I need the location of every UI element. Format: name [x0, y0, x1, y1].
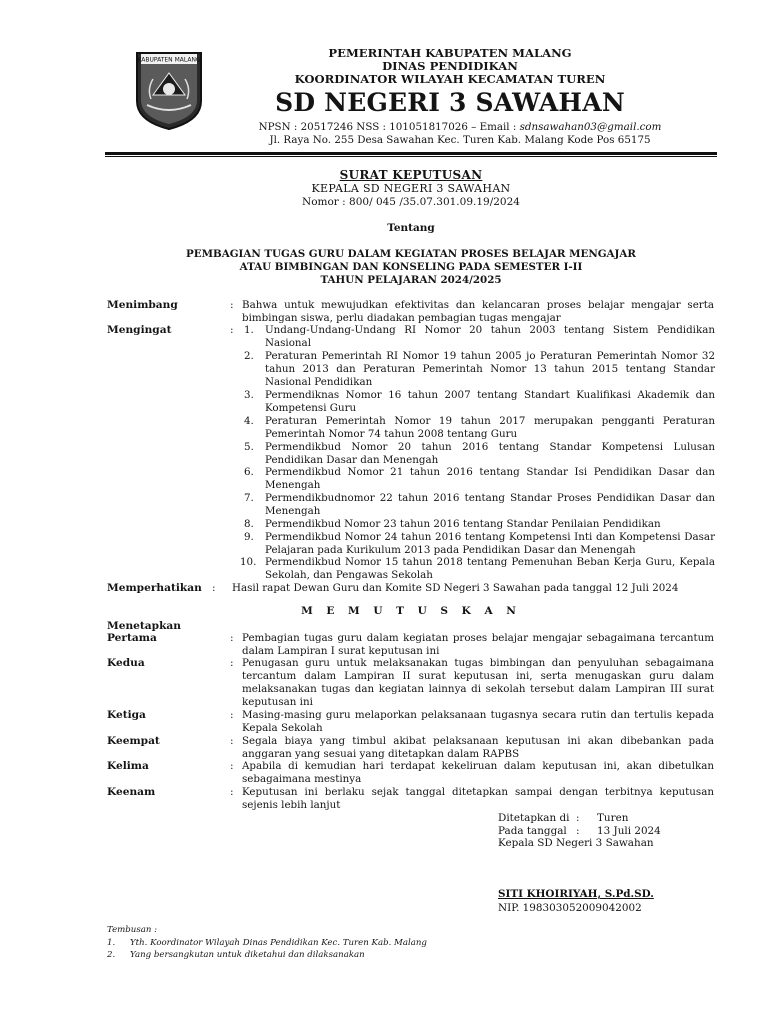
list-number: 7. [244, 492, 254, 504]
list-number: 2. [244, 350, 254, 362]
date-value: 13 Juli 2024 [597, 825, 661, 837]
list-number: 5. [244, 441, 254, 453]
signer-position: Kepala SD Negeri 3 Sawahan [498, 837, 654, 849]
decision-text: Penugasan guru untuk melaksanakan tugas bimbingan dan penyuluhan sebagaimana tercantum dalam Lampiran II surat keputusan ini, serta menugaskan guru dalam melaksanakan tugas dan kegiatan lainnya di sekolah tersebut dalam Lampiran III surat keputusan ini [242, 657, 714, 708]
decision-text: Keputusan ini berlaku sejak tanggal ditetapkan sampai dengan terbitnya keputusan sejenis lebih lanjut [242, 786, 714, 811]
place-label: Ditetapkan di [498, 812, 570, 824]
decision-label: Keenam [107, 786, 156, 798]
subject-line-2: ATAU BIMBINGAN DAN KONSELING PADA SEMESTER I-II [239, 261, 583, 273]
header-rule-thin [105, 156, 717, 157]
list-item: Peraturan Pemerintah Nomor 19 tahun 2017 merupakan pengganti Peraturan Pemerintah Nomor 74 tahun 2008 tentang Guru [265, 415, 715, 440]
gov-name: PEMERINTAH KABUPATEN MALANG [328, 46, 572, 60]
colon: : [230, 760, 234, 772]
signer-name: SITI KHOIRIYAH, S.Pd.SD. [498, 888, 654, 900]
list-number: 8. [244, 518, 254, 530]
memperhatikan-label: Memperhatikan [107, 582, 202, 594]
colon: : [230, 632, 234, 644]
colon: : [212, 582, 216, 594]
decision-label: Ketiga [107, 709, 146, 721]
list-number: 9. [244, 531, 254, 543]
doc-number: Nomor : 800/ 045 /35.07.301.09.19/2024 [302, 196, 520, 208]
decision-label: Kedua [107, 657, 145, 669]
list-number: 6. [244, 466, 254, 478]
district-logo [133, 49, 205, 131]
menetapkan-label: Menetapkan [107, 620, 181, 632]
colon: : [230, 324, 234, 336]
list-item: Permendikbud Nomor 21 tahun 2016 tentang Standar Isi Pendidikan Dasar dan Menengah [265, 466, 715, 491]
list-item: Permendikbudnomor 22 tahun 2016 tentang Standar Proses Pendidikan Dasar dan Menengah [265, 492, 715, 517]
colon: : [230, 786, 234, 798]
colon: : [230, 735, 234, 747]
decision-label: Pertama [107, 632, 157, 644]
agency-name: DINAS PENDIDIKAN [382, 59, 518, 73]
list-item: Permendikbud Nomor 24 tahun 2016 tentang Kompetensi Inti dan Kompetensi Dasar Pelajaran pada Kurikulum 2013 pada Pendidikan Dasar dan Menengah [265, 531, 715, 556]
ids-text: NPSN : 20517246 NSS : 101051817026 – Email : [258, 121, 520, 133]
svg-text:KABUPATEN MALANG: KABUPATEN MALANG [137, 56, 201, 64]
place-value: Turen [597, 812, 629, 824]
list-item: Permendikbud Nomor 20 tahun 2016 tentang Standar Kompetensi Lulusan Pendidikan Dasar dan Menengah [265, 441, 715, 466]
decision-text: Masing-masing guru melaporkan pelaksanaan tugasnya secara rutin dan tertulis kepada Kepala Sekolah [242, 709, 714, 734]
mengingat-label: Mengingat [107, 324, 172, 336]
decision-label: Keempat [107, 735, 160, 747]
school-name: SD NEGERI 3 SAWAHAN [275, 88, 625, 117]
decision-label: Kelima [107, 760, 149, 772]
colon: : [576, 812, 580, 824]
school-address: Jl. Raya No. 255 Desa Sawahan Kec. Turen Kab. Malang Kode Pos 65175 [269, 134, 651, 146]
date-label: Pada tanggal [498, 825, 567, 837]
header-rule-thick [105, 152, 717, 155]
list-item: Permendiknas Nomor 16 tahun 2007 tentang Standart Kualifikasi Akademik dan Kompetensi Guru [265, 389, 715, 414]
coordinator-name: KOORDINATOR WILAYAH KECAMATAN TUREN [294, 72, 606, 86]
doc-type: SURAT KEPUTUSAN [339, 168, 483, 182]
colon: : [576, 825, 580, 837]
colon: : [230, 299, 234, 311]
subject-line-3: TAHUN PELAJARAN 2024/2025 [320, 274, 502, 286]
memutuskan-heading: M E M U T U S K A N [301, 605, 521, 617]
tembusan-item: Yang bersangkutan untuk diketahui dan dilaksanakan [130, 950, 365, 960]
doc-issuer: KEPALA SD NEGERI 3 SAWAHAN [311, 182, 511, 195]
tembusan-title: Tembusan : [107, 925, 158, 935]
decision-text: Pembagian tugas guru dalam kegiatan proses belajar mengajar sebagaimana tercantum dalam Lampiran I surat keputusan ini [242, 632, 714, 657]
memperhatikan-text: Hasil rapat Dewan Guru dan Komite SD Negeri 3 Sawahan pada tanggal 12 Juli 2024 [232, 582, 679, 594]
menimbang-text: Bahwa untuk mewujudkan efektivitas dan kelancaran proses belajar mengajar serta bimbingan siswa, perlu diadakan pembagian tugas mengajar [242, 299, 714, 324]
list-item: Permendikbud Nomor 15 tahun 2018 tentang Pemenuhan Beban Kerja Guru, Kepala Sekolah, dan Pengawas Sekolah [265, 556, 715, 581]
list-number: 1. [244, 324, 254, 336]
colon: : [230, 657, 234, 669]
list-number: 4. [244, 415, 254, 427]
list-item: Undang-Undang-Undang RI Nomor 20 tahun 2003 tentang Sistem Pendidikan Nasional [265, 324, 715, 349]
colon: : [230, 709, 234, 721]
list-number: 10. [240, 556, 257, 568]
list-number: 3. [244, 389, 254, 401]
menimbang-label: Menimbang [107, 299, 178, 311]
decision-text: Apabila di kemudian hari terdapat kekeliruan dalam keputusan ini, akan dibetulkan sebagaimana mestinya [242, 760, 714, 785]
tembusan-item: Yth. Koordinator Wilayah Dinas Pendidikan Kec. Turen Kab. Malang [130, 938, 427, 948]
tembusan-number: 2. [107, 950, 116, 960]
subject-line-1: PEMBAGIAN TUGAS GURU DALAM KEGIATAN PROSES BELAJAR MENGAJAR [186, 248, 636, 260]
list-item: Peraturan Pemerintah RI Nomor 19 tahun 2005 jo Peraturan Pemerintah Nomor 32 tahun 2013 dan Peraturan Pemerintah Nomor 13 tahun 2015 tentang Standar Nasional Pendidikan [265, 350, 715, 388]
doc-about: Tentang [387, 222, 435, 234]
school-ids [240, 121, 680, 133]
tembusan-number: 1. [107, 938, 116, 948]
school-email: sdnsawahan03@gmail.com [519, 121, 662, 133]
list-item: Permendikbud Nomor 23 tahun 2016 tentang Standar Penilaian Pendidikan [265, 518, 661, 530]
decision-text: Segala biaya yang timbul akibat pelaksanaan keputusan ini akan dibebankan pada anggaran yang sesuai yang ditetapkan dalam RAPBS [242, 735, 714, 760]
signer-nip: NIP. 198303052009042002 [498, 902, 642, 914]
